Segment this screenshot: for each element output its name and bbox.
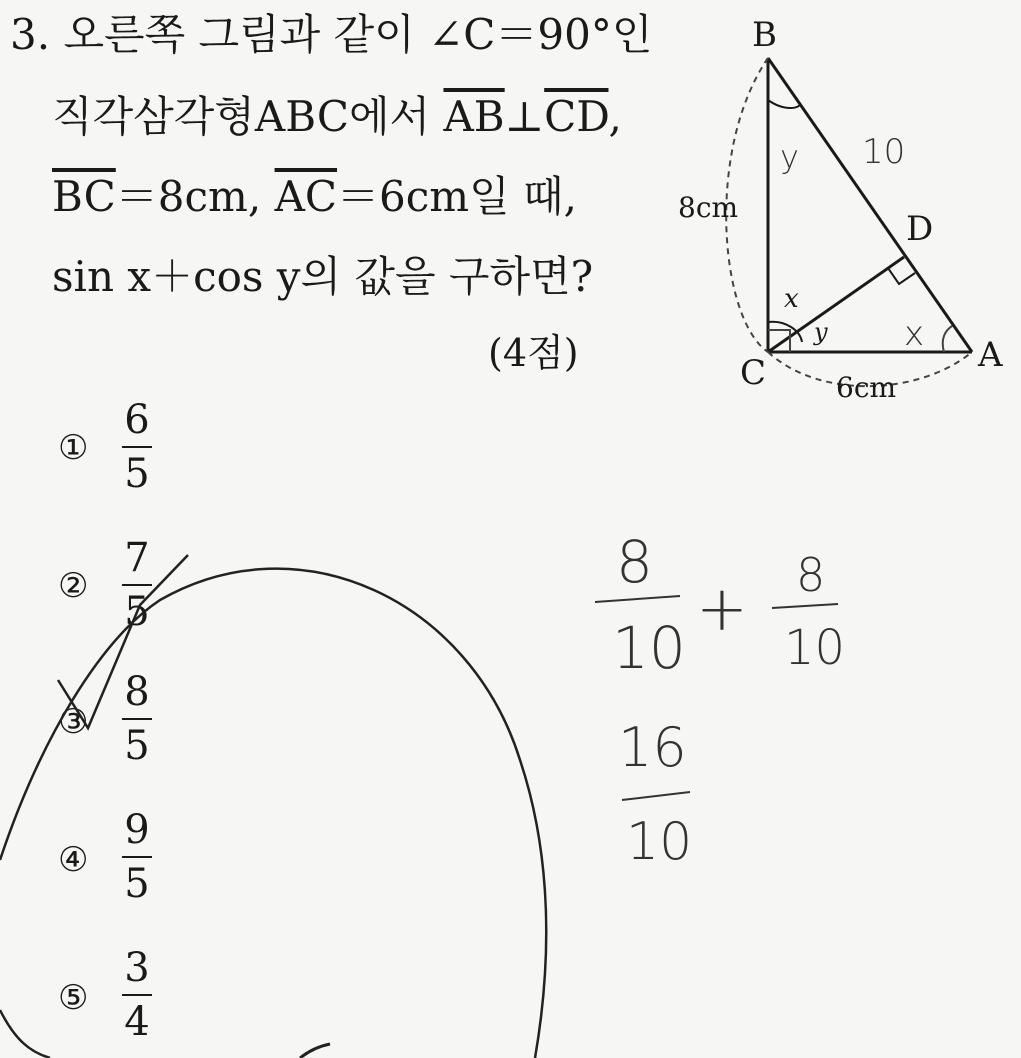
segment-cd: $\overline{CD}$ — [544, 92, 609, 141]
hand-frac3-den: 10 — [626, 812, 693, 872]
question-text-1: 오른쪽 그림과 같이 ∠C＝90°인 — [63, 10, 653, 59]
vertex-a-label: A — [978, 335, 1003, 375]
question-text-2: 직각삼각형ABC에서 — [52, 92, 444, 141]
hand-label-y: y — [780, 138, 799, 176]
hand-label-ab: 10 — [862, 132, 906, 172]
answer-circle-stroke — [0, 569, 546, 1058]
angle-y-label: y — [814, 318, 828, 346]
question-points: (4점) — [488, 331, 579, 375]
angle-arc-b — [768, 100, 800, 108]
hand-frac3-num: 16 — [618, 716, 687, 779]
segment-bc: $\overline{BC}$ — [52, 172, 116, 221]
choice-3-marker[interactable]: ③ — [58, 702, 89, 742]
segment-ab: $\overline{AB}$ — [443, 92, 505, 141]
right-angle-mark-d — [888, 268, 915, 284]
hand-plus: + — [696, 572, 748, 645]
side-bc-label: 8cm — [678, 191, 739, 224]
choice-3-numerator: 8 — [124, 669, 150, 715]
ac-value: ＝6cm일 때, — [337, 172, 577, 221]
choice-5-denominator: 4 — [124, 999, 150, 1045]
angle-x-label: x — [784, 284, 799, 314]
hand-fraction-bar-3 — [622, 792, 690, 800]
hand-fraction-bar-1 — [595, 596, 680, 602]
hand-frac1-num: 8 — [616, 528, 653, 596]
hand-frac2-num: 8 — [796, 548, 826, 602]
choice-1-numerator: 6 — [124, 397, 150, 443]
segment-ac: $\overline{AC}$ — [274, 172, 338, 221]
hand-fraction-bar-2 — [772, 604, 838, 608]
question-text-4: sin x＋cos y의 값을 구하면? — [52, 252, 594, 301]
perpendicular-symbol: ⊥ — [504, 92, 545, 141]
hand-frac2-den: 10 — [784, 620, 846, 676]
vertex-c-label: C — [740, 353, 767, 393]
choice-5-numerator: 3 — [124, 945, 150, 991]
choice-1-marker[interactable]: ① — [58, 428, 89, 468]
angle-arc-a — [943, 326, 952, 352]
side-ca-label: 6cm — [836, 371, 897, 404]
choice-2-numerator: 7 — [124, 535, 150, 581]
bc-value: ＝8cm, — [115, 172, 275, 221]
hand-label-x: x — [904, 314, 925, 354]
answer-circle-stroke-end — [300, 1044, 330, 1058]
vertex-d-label: D — [906, 209, 934, 249]
vertex-b-label: B — [752, 15, 777, 55]
hand-frac1-den: 10 — [612, 614, 686, 682]
choice-4-numerator: 9 — [124, 807, 150, 853]
question-number: 3. — [10, 10, 51, 59]
choice-2-denominator: 5 — [124, 589, 150, 635]
choice-4-marker[interactable]: ④ — [58, 840, 89, 880]
question-comma: , — [608, 92, 622, 141]
choice-3-denominator: 5 — [124, 723, 150, 769]
choice-5-marker[interactable]: ⑤ — [58, 978, 89, 1018]
choice-1-denominator: 5 — [124, 451, 150, 497]
choice-4-denominator: 5 — [124, 861, 150, 907]
choice-2-marker[interactable]: ② — [58, 566, 89, 606]
check-mark — [58, 555, 188, 728]
answer-circle-stroke-bottom — [0, 1010, 50, 1058]
